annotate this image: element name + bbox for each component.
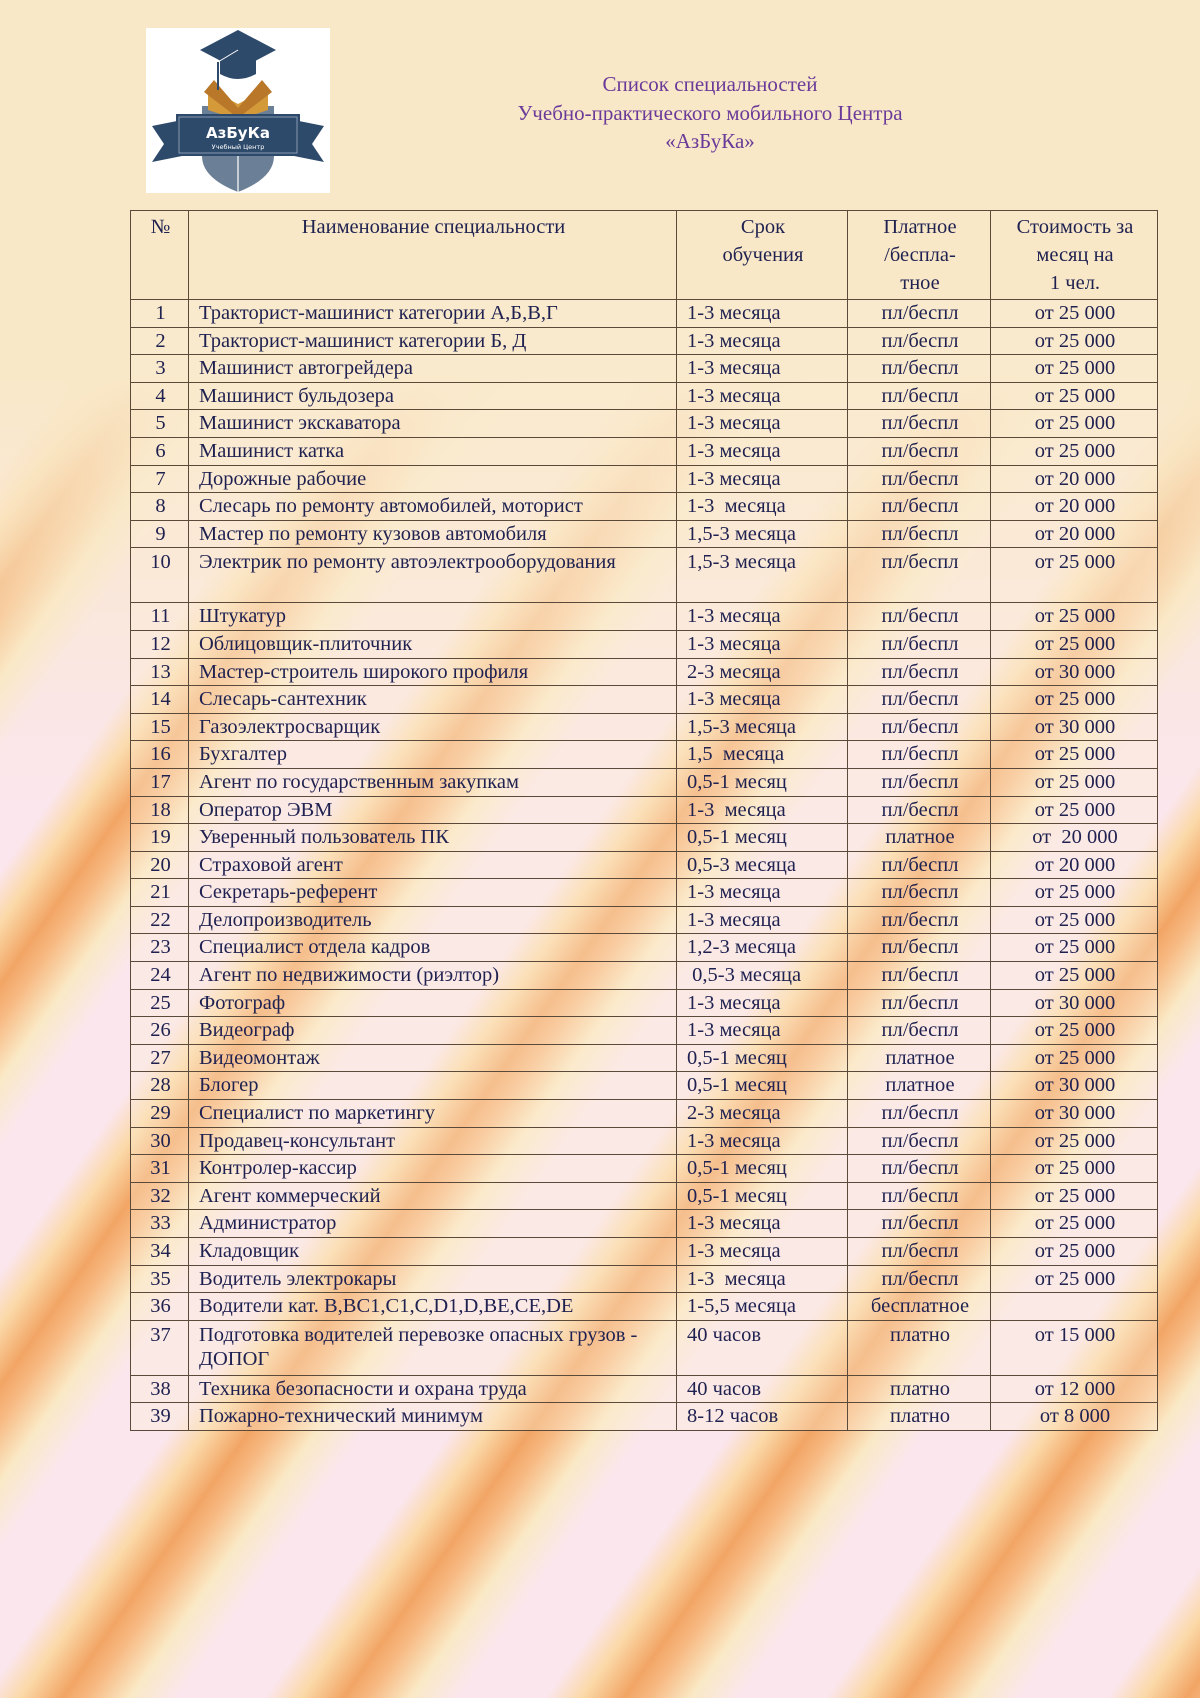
row-number: 16	[131, 741, 189, 769]
payment-type: пл/беспл	[848, 934, 991, 962]
specialty-name: Видеограф	[189, 1017, 677, 1045]
table-row	[131, 686, 1158, 714]
payment-type: пл/беспл	[848, 548, 991, 603]
header-term: Срок обучения	[677, 211, 848, 300]
payment-type: пл/беспл	[848, 1265, 991, 1293]
table-row	[131, 437, 1158, 465]
specialty-name: Мастер по ремонту кузовов автомобиля	[189, 520, 677, 548]
payment-type: пл/беспл	[848, 1155, 991, 1183]
monthly-cost	[991, 1293, 1158, 1321]
specialty-name: Машинист бульдозера	[189, 382, 677, 410]
row-number: 27	[131, 1044, 189, 1072]
row-number: 15	[131, 713, 189, 741]
payment-type: пл/беспл	[848, 768, 991, 796]
payment-type: пл/беспл	[848, 493, 991, 521]
training-term: 1-3 месяца	[677, 879, 848, 907]
monthly-cost: от 25 000	[991, 630, 1158, 658]
monthly-cost: от 25 000	[991, 1127, 1158, 1155]
table-row	[131, 1017, 1158, 1045]
specialty-name: Тракторист-машинист категории Б, Д	[189, 327, 677, 355]
table-row	[131, 327, 1158, 355]
row-number: 25	[131, 989, 189, 1017]
specialty-name: Секретарь-референт	[189, 879, 677, 907]
table-row	[131, 934, 1158, 962]
header-num: №	[131, 211, 189, 300]
monthly-cost: от 25 000	[991, 768, 1158, 796]
payment-type: платное	[848, 1072, 991, 1100]
table-row	[131, 493, 1158, 521]
training-term: 1-3 месяца	[677, 1238, 848, 1266]
table-row	[131, 824, 1158, 852]
table-row	[131, 796, 1158, 824]
training-term: 40 часов	[677, 1320, 848, 1375]
payment-type: платно	[848, 1375, 991, 1403]
logo-text: АзБуКа	[206, 124, 270, 142]
training-term: 1-3 месяца	[677, 1017, 848, 1045]
header-pay: Платное /бесплa- тное	[848, 211, 991, 300]
training-term: 0,5-1 месяц	[677, 824, 848, 852]
training-term: 1,5-3 месяца	[677, 520, 848, 548]
specialty-name: Специалист по маркетингу	[189, 1100, 677, 1128]
monthly-cost: от 25 000	[991, 1265, 1158, 1293]
monthly-cost: от 25 000	[991, 1017, 1158, 1045]
payment-type: пл/беспл	[848, 713, 991, 741]
table-row	[131, 962, 1158, 990]
row-number: 8	[131, 493, 189, 521]
training-term: 1-3 месяца	[677, 796, 848, 824]
row-number: 9	[131, 520, 189, 548]
specialty-name: Подготовка водителей перевозке опасных грузов - ДОПОГ	[189, 1320, 677, 1375]
specialty-name: Оператор ЭВМ	[189, 796, 677, 824]
training-term: 1-3 месяца	[677, 355, 848, 383]
monthly-cost: от 30 000	[991, 713, 1158, 741]
monthly-cost: от 25 000	[991, 327, 1158, 355]
row-number: 7	[131, 465, 189, 493]
specialty-name: Уверенный пользователь ПК	[189, 824, 677, 852]
payment-type: пл/беспл	[848, 630, 991, 658]
row-number: 11	[131, 603, 189, 631]
row-number: 31	[131, 1155, 189, 1183]
title-line-2: Учебно-практического мобильного Центра	[517, 100, 903, 125]
row-number: 33	[131, 1210, 189, 1238]
row-number: 18	[131, 796, 189, 824]
payment-type: бесплатное	[848, 1293, 991, 1321]
table-row	[131, 382, 1158, 410]
monthly-cost: от 30 000	[991, 1072, 1158, 1100]
specialty-name: Видеомонтаж	[189, 1044, 677, 1072]
monthly-cost: от 20 000	[991, 465, 1158, 493]
specialty-name: Блогер	[189, 1072, 677, 1100]
payment-type: пл/беспл	[848, 962, 991, 990]
monthly-cost: от 25 000	[991, 879, 1158, 907]
payment-type: пл/беспл	[848, 851, 991, 879]
training-term: 1-3 месяца	[677, 493, 848, 521]
specialty-name: Дорожные рабочие	[189, 465, 677, 493]
table-row	[131, 1127, 1158, 1155]
payment-type: платно	[848, 1403, 991, 1431]
row-number: 6	[131, 437, 189, 465]
table-row	[131, 1403, 1158, 1431]
table-row	[131, 989, 1158, 1017]
specialty-name: Контролер-кассир	[189, 1155, 677, 1183]
payment-type: пл/беспл	[848, 1182, 991, 1210]
table-row	[131, 410, 1158, 438]
table-row	[131, 520, 1158, 548]
training-term: 1,2-3 месяца	[677, 934, 848, 962]
payment-type: пл/беспл	[848, 1127, 991, 1155]
table-row	[131, 1320, 1158, 1375]
specialty-name: Агент коммерческий	[189, 1182, 677, 1210]
table-row	[131, 1044, 1158, 1072]
payment-type: пл/беспл	[848, 686, 991, 714]
monthly-cost: от 20 000	[991, 493, 1158, 521]
monthly-cost: от 25 000	[991, 410, 1158, 438]
row-number: 3	[131, 355, 189, 383]
table-row	[131, 1100, 1158, 1128]
specialty-name: Электрик по ремонту автоэлектрооборудования	[189, 548, 677, 603]
training-term: 1-3 месяца	[677, 382, 848, 410]
payment-type: платно	[848, 1320, 991, 1375]
monthly-cost: от 25 000	[991, 603, 1158, 631]
training-term: 1-3 месяца	[677, 300, 848, 328]
row-number: 32	[131, 1182, 189, 1210]
row-number: 14	[131, 686, 189, 714]
specialty-name: Делопроизводитель	[189, 906, 677, 934]
monthly-cost: от 25 000	[991, 934, 1158, 962]
monthly-cost: от 30 000	[991, 1100, 1158, 1128]
specialty-name: Фотограф	[189, 989, 677, 1017]
monthly-cost: от 20 000	[991, 520, 1158, 548]
row-number: 10	[131, 548, 189, 603]
specialty-name: Специалист отдела кадров	[189, 934, 677, 962]
specialty-name: Тракторист-машинист категории А,Б,В,Г	[189, 300, 677, 328]
monthly-cost: от 8 000	[991, 1403, 1158, 1431]
table-row	[131, 768, 1158, 796]
table-row	[131, 1072, 1158, 1100]
row-number: 12	[131, 630, 189, 658]
monthly-cost: от 25 000	[991, 382, 1158, 410]
training-term: 1-3 месяца	[677, 906, 848, 934]
specialty-name: Машинист катка	[189, 437, 677, 465]
payment-type: пл/беспл	[848, 382, 991, 410]
monthly-cost: от 20 000	[991, 824, 1158, 852]
header-name: Наименование специальности	[189, 211, 677, 300]
row-number: 37	[131, 1320, 189, 1375]
specialty-name: Машинист экскаватора	[189, 410, 677, 438]
row-number: 5	[131, 410, 189, 438]
training-term: 1,5-3 месяца	[677, 548, 848, 603]
specialty-name: Кладовщик	[189, 1238, 677, 1266]
row-number: 28	[131, 1072, 189, 1100]
row-number: 22	[131, 906, 189, 934]
payment-type: платное	[848, 1044, 991, 1072]
monthly-cost: от 25 000	[991, 1155, 1158, 1183]
row-number: 13	[131, 658, 189, 686]
training-term: 40 часов	[677, 1375, 848, 1403]
table-row	[131, 1210, 1158, 1238]
training-term: 0,5-1 месяц	[677, 1182, 848, 1210]
training-term: 0,5-1 месяц	[677, 1044, 848, 1072]
document-title	[420, 70, 1000, 156]
specialty-name: Страховой агент	[189, 851, 677, 879]
training-term: 1,5-3 месяца	[677, 713, 848, 741]
specialty-name: Агент по государственным закупкам	[189, 768, 677, 796]
specialty-name: Техника безопасности и охрана труда	[189, 1375, 677, 1403]
training-term: 1-3 месяца	[677, 1210, 848, 1238]
row-number: 34	[131, 1238, 189, 1266]
training-term: 1,5 месяца	[677, 741, 848, 769]
row-number: 38	[131, 1375, 189, 1403]
training-term: 1-3 месяца	[677, 1265, 848, 1293]
specialty-name: Штукатур	[189, 603, 677, 631]
row-number: 21	[131, 879, 189, 907]
training-term: 1-3 месяца	[677, 989, 848, 1017]
monthly-cost: от 25 000	[991, 686, 1158, 714]
training-term: 2-3 месяца	[677, 658, 848, 686]
payment-type: пл/беспл	[848, 410, 991, 438]
payment-type: пл/беспл	[848, 1017, 991, 1045]
payment-type: пл/беспл	[848, 989, 991, 1017]
table-row	[131, 603, 1158, 631]
payment-type: пл/беспл	[848, 1100, 991, 1128]
table-row	[131, 1375, 1158, 1403]
monthly-cost: от 25 000	[991, 906, 1158, 934]
training-term: 8-12 часов	[677, 1403, 848, 1431]
training-term: 0,5-3 месяца	[677, 851, 848, 879]
payment-type: пл/беспл	[848, 741, 991, 769]
table-row	[131, 658, 1158, 686]
specialty-name: Мастер-строитель широкого профиля	[189, 658, 677, 686]
monthly-cost: от 25 000	[991, 1238, 1158, 1266]
specialty-name: Облицовщик-плиточник	[189, 630, 677, 658]
table-header-row	[131, 211, 1158, 300]
specialty-name: Газоэлектросварщик	[189, 713, 677, 741]
training-term: 1-3 месяца	[677, 437, 848, 465]
training-term: 1-3 месяца	[677, 603, 848, 631]
payment-type: пл/беспл	[848, 437, 991, 465]
row-number: 17	[131, 768, 189, 796]
azbuka-logo-emblem	[146, 28, 330, 193]
row-number: 30	[131, 1127, 189, 1155]
title-line-1: Список специальностей	[602, 72, 818, 96]
row-number: 26	[131, 1017, 189, 1045]
row-number: 23	[131, 934, 189, 962]
row-number: 39	[131, 1403, 189, 1431]
training-term: 0,5-1 месяц	[677, 1155, 848, 1183]
table-row	[131, 548, 1158, 603]
monthly-cost: от 25 000	[991, 300, 1158, 328]
specialty-name: Бухгалтер	[189, 741, 677, 769]
monthly-cost: от 15 000	[991, 1320, 1158, 1375]
monthly-cost: от 25 000	[991, 796, 1158, 824]
row-number: 36	[131, 1293, 189, 1321]
monthly-cost: от 25 000	[991, 1044, 1158, 1072]
monthly-cost: от 25 000	[991, 1210, 1158, 1238]
logo-subtitle: Учебный Центр	[211, 143, 265, 151]
table-row	[131, 906, 1158, 934]
payment-type: пл/беспл	[848, 1238, 991, 1266]
payment-type: платное	[848, 824, 991, 852]
payment-type: пл/беспл	[848, 796, 991, 824]
payment-type: пл/беспл	[848, 1210, 991, 1238]
table-row	[131, 741, 1158, 769]
specialty-name: Водители кат. B,BC1,C1,C,D1,D,BE,CE,DE	[189, 1293, 677, 1321]
table-row	[131, 300, 1158, 328]
row-number: 24	[131, 962, 189, 990]
training-term: 1-3 месяца	[677, 1127, 848, 1155]
training-term: 1-3 месяца	[677, 630, 848, 658]
table-row	[131, 355, 1158, 383]
row-number: 2	[131, 327, 189, 355]
table-row	[131, 465, 1158, 493]
monthly-cost: от 25 000	[991, 1182, 1158, 1210]
payment-type: пл/беспл	[848, 879, 991, 907]
specialty-name: Водитель электрокары	[189, 1265, 677, 1293]
table-row	[131, 1182, 1158, 1210]
row-number: 4	[131, 382, 189, 410]
monthly-cost: от 12 000	[991, 1375, 1158, 1403]
training-term: 1-3 месяца	[677, 465, 848, 493]
table-row	[131, 851, 1158, 879]
specialty-name: Продавец-консультант	[189, 1127, 677, 1155]
monthly-cost: от 25 000	[991, 355, 1158, 383]
row-number: 35	[131, 1265, 189, 1293]
payment-type: пл/беспл	[848, 327, 991, 355]
table-row	[131, 1238, 1158, 1266]
row-number: 19	[131, 824, 189, 852]
specialty-name: Агент по недвижимости (риэлтор)	[189, 962, 677, 990]
training-term: 1-3 месяца	[677, 410, 848, 438]
monthly-cost: от 25 000	[991, 548, 1158, 603]
table-row	[131, 1155, 1158, 1183]
training-term: 1-3 месяца	[677, 327, 848, 355]
training-term: 0,5-3 месяца	[677, 962, 848, 990]
table-row	[131, 630, 1158, 658]
specialty-name: Машинист автогрейдера	[189, 355, 677, 383]
specialty-name: Пожарно-технический минимум	[189, 1403, 677, 1431]
table-row	[131, 879, 1158, 907]
monthly-cost: от 20 000	[991, 851, 1158, 879]
title-line-3: «АзБуКа»	[665, 129, 755, 153]
payment-type: пл/беспл	[848, 465, 991, 493]
training-term: 0,5-1 месяц	[677, 1072, 848, 1100]
monthly-cost: от 30 000	[991, 658, 1158, 686]
row-number: 20	[131, 851, 189, 879]
payment-type: пл/беспл	[848, 658, 991, 686]
table-row	[131, 1293, 1158, 1321]
payment-type: пл/беспл	[848, 906, 991, 934]
specialty-name: Слесарь по ремонту автомобилей, моторист	[189, 493, 677, 521]
specialty-name: Слесарь-сантехник	[189, 686, 677, 714]
payment-type: пл/беспл	[848, 300, 991, 328]
table-row	[131, 1265, 1158, 1293]
specialties-table	[130, 210, 1158, 1431]
specialty-name: Администратор	[189, 1210, 677, 1238]
monthly-cost: от 25 000	[991, 741, 1158, 769]
header-cost: Стоимость за месяц на 1 чел.	[991, 211, 1158, 300]
payment-type: пл/беспл	[848, 520, 991, 548]
table-row	[131, 713, 1158, 741]
training-term: 1-5,5 месяца	[677, 1293, 848, 1321]
monthly-cost: от 30 000	[991, 989, 1158, 1017]
training-term: 0,5-1 месяц	[677, 768, 848, 796]
row-number: 1	[131, 300, 189, 328]
monthly-cost: от 25 000	[991, 437, 1158, 465]
monthly-cost: от 25 000	[991, 962, 1158, 990]
logo	[146, 28, 330, 193]
payment-type: пл/беспл	[848, 355, 991, 383]
row-number: 29	[131, 1100, 189, 1128]
payment-type: пл/беспл	[848, 603, 991, 631]
training-term: 2-3 месяца	[677, 1100, 848, 1128]
training-term: 1-3 месяца	[677, 686, 848, 714]
